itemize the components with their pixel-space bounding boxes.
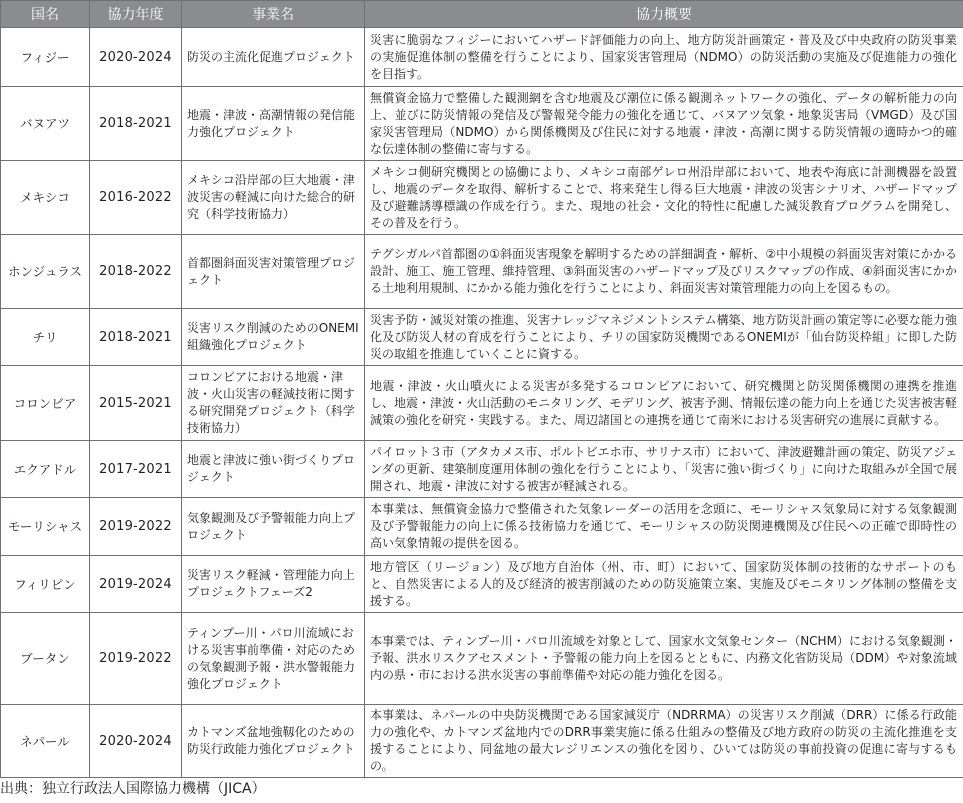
- project-cell: 災害リスク削減のためのONEMI組織強化プロジェクト: [182, 309, 365, 366]
- header-project: 事業名: [182, 1, 365, 28]
- summary-cell: 本事業は、ネパールの中央防災機関である国家減災庁（NDRRMA）の災害リスク削減（DRR）に係る行政能力の強化や、カトマンズ盆地内でのDRR事業実施に係る仕組みの整備及び地方政府の防災の主流化推進を支援することにより、同盆地の最大レジリエンスの強化を図り、ひいては防災の事前投資の促進に寄与するもの。: [365, 705, 963, 778]
- project-cell: カトマンズ盆地強靱化のための防災行政能力強化プロジェクト: [182, 705, 365, 778]
- years-cell: 2020-2024: [90, 28, 182, 87]
- header-row: [1, 1, 963, 28]
- header-years: 協力年度: [90, 1, 182, 28]
- summary-cell: パイロット３市（アタカメス市、ポルトビエホ市、サリナス市）において、津波避難計画の策定、防災アジェンダの更新、建築制度運用体制の強化を行うことにより、「災害に強い街づくり」に向けた取組みが全国で展開され、地震・津波に対する被害が軽減される。: [365, 441, 963, 498]
- years-cell: 2019-2022: [90, 498, 182, 556]
- summary-cell: 地震・津波・火山噴火による災害が多発するコロンビアにおいて、研究機関と防災関係機関の連携を推進し、地震・津波・火山活動のモニタリング、モデリング、被害予測、情報伝達の能力向上を通じた災害被害軽減策の強化を研究・実践する。また、周辺諸国との連携を通じて南米における災害研究の進展に貢献する。: [365, 366, 963, 441]
- table-row: [1, 498, 963, 556]
- country-cell: モーリシャス: [1, 498, 90, 556]
- table-row: [1, 309, 963, 366]
- source-note: 出典：独立行政法人国際協力機構（JICA）: [0, 781, 266, 797]
- header-summary: 協力概要: [365, 1, 963, 28]
- years-cell: 2018-2021: [90, 87, 182, 161]
- table-row: [1, 705, 963, 778]
- table-row: [1, 87, 963, 161]
- summary-cell: 災害に脆弱なフィジーにおいてハザード評価能力の向上、地方防災計画策定・普及及び中央政府の防災事業の実施促進体制の整備を行うことにより、国家災害管理局（NDMO）の防災活動の実施及び促進能力の強化を目指す。: [365, 28, 963, 87]
- country-cell: メキシコ: [1, 161, 90, 235]
- country-cell: バヌアツ: [1, 87, 90, 161]
- project-cell: メキシコ沿岸部の巨大地震・津波災害の軽減に向けた総合的研究（科学技術協力）: [182, 161, 365, 235]
- years-cell: 2015-2021: [90, 366, 182, 441]
- table-row: [1, 28, 963, 87]
- project-cell: 防災の主流化促進プロジェクト: [182, 28, 365, 87]
- country-cell: エクアドル: [1, 441, 90, 498]
- table-body: [1, 28, 963, 778]
- table-row: [1, 556, 963, 613]
- table-row: [1, 366, 963, 441]
- summary-cell: 本事業は、無償資金協力で整備された気象レーダーの活用を念頭に、モーリシャス気象局に対する気象観測及び予警報能力の向上に係る技術協力を通じて、モーリシャスの防災関連機関及び住民への正確で即時性の高い気象情報の提供を図る。: [365, 498, 963, 556]
- table-row: [1, 161, 963, 235]
- years-cell: 2019-2024: [90, 556, 182, 613]
- years-cell: 2019-2022: [90, 613, 182, 705]
- country-cell: フィリピン: [1, 556, 90, 613]
- summary-cell: テグシガルパ首都圏の①斜面災害現象を解明するための詳細調査・解析、②中小規模の斜面災害対策にかかる設計、施工、施工管理、維持管理、③斜面災害のハザードマップ及びリスクマップの作成、④斜面災害にかかる土地利用規制、にかかる能力強化を行うことにより、斜面災害対策管理能力の向上を図るもの。: [365, 235, 963, 309]
- summary-cell: 本事業では、ティンプー川・パロ川流域を対象として、国家水文気象センター（NCHM）における気象観測・予報、洪水リスクアセスメント・予警報の能力向上を図るとともに、内務文化省防災局（DDM）や対象流域内の県・市における洪水災害の事前準備や対応の能力強化を図る。: [365, 613, 963, 705]
- years-cell: 2016-2022: [90, 161, 182, 235]
- years-cell: 2017-2021: [90, 441, 182, 498]
- summary-cell: 災害予防・減災対策の推進、災害ナレッジマネジメントシステム構築、地方防災計画の策定等に必要な能力強化及び防災人材の育成を行うことにより、チリの国家防災機関であるONEMIが「仙台防災枠組」に即した防災の取組を推進していくことに資する。: [365, 309, 963, 366]
- table-row: [1, 235, 963, 309]
- summary-cell: メキシコ側研究機関との協働により、メキシコ南部ゲレロ州沿岸部において、地表や海底に計測機器を設置し、地震のデータを取得、解析することで、将来発生し得る巨大地震・津波の災害シナリオ、ハザードマップ及び避難誘導標識の作成を行う。また、現地の社会・文化的特性に配慮した減災教育プログラムを開発し、その普及を行う。: [365, 161, 963, 235]
- project-cell: 地震と津波に強い街づくりプロジェクト: [182, 441, 365, 498]
- years-cell: 2020-2024: [90, 705, 182, 778]
- summary-cell: 無償資金協力で整備した観測網を含む地震及び潮位に係る観測ネットワークの強化、データの解析能力の向上、並びに防災情報の発信及び警報発令能力の強化を通じて、バヌアツ気象・地象災害局（VMGD）及び国家災害管理局（NDMO）から関係機関及び住民に対する地震・津波・高潮に関する防災情報の適時かつ的確な伝達体制の整備に寄与する。: [365, 87, 963, 161]
- years-cell: 2018-2021: [90, 309, 182, 366]
- country-cell: ブータン: [1, 613, 90, 705]
- country-cell: フィジー: [1, 28, 90, 87]
- project-cell: コロンビアにおける地震・津波・火山災害の軽減技術に関する研究開発プロジェクト（科学技術協力）: [182, 366, 365, 441]
- header-country: 国名: [1, 1, 90, 28]
- project-cell: 地震・津波・高潮情報の発信能力強化プロジェクト: [182, 87, 365, 161]
- table-row: [1, 613, 963, 705]
- country-cell: ネパール: [1, 705, 90, 778]
- years-cell: 2018-2022: [90, 235, 182, 309]
- summary-cell: 地方管区（リージョン）及び地方自治体（州、市、町）において、国家防災体制の技術的なサポートのもと、自然災害による人的及び経済的被害削減のための防災施策立案、実施及びモニタリング体制の整備を支援する。: [365, 556, 963, 613]
- project-cell: 気象観測及び予警報能力向上プロジェクト: [182, 498, 365, 556]
- project-cell: 災害リスク軽減・管理能力向上プロジェクトフェーズ2: [182, 556, 365, 613]
- table-row: [1, 441, 963, 498]
- country-cell: コロンビア: [1, 366, 90, 441]
- project-cell: ティンプー川・パロ川流域における災害事前準備・対応のための気象観測予報・洪水警報能力強化プロジェクト: [182, 613, 365, 705]
- country-cell: チリ: [1, 309, 90, 366]
- country-cell: ホンジュラス: [1, 235, 90, 309]
- project-cell: 首都圏斜面災害対策管理プロジェクト: [182, 235, 365, 309]
